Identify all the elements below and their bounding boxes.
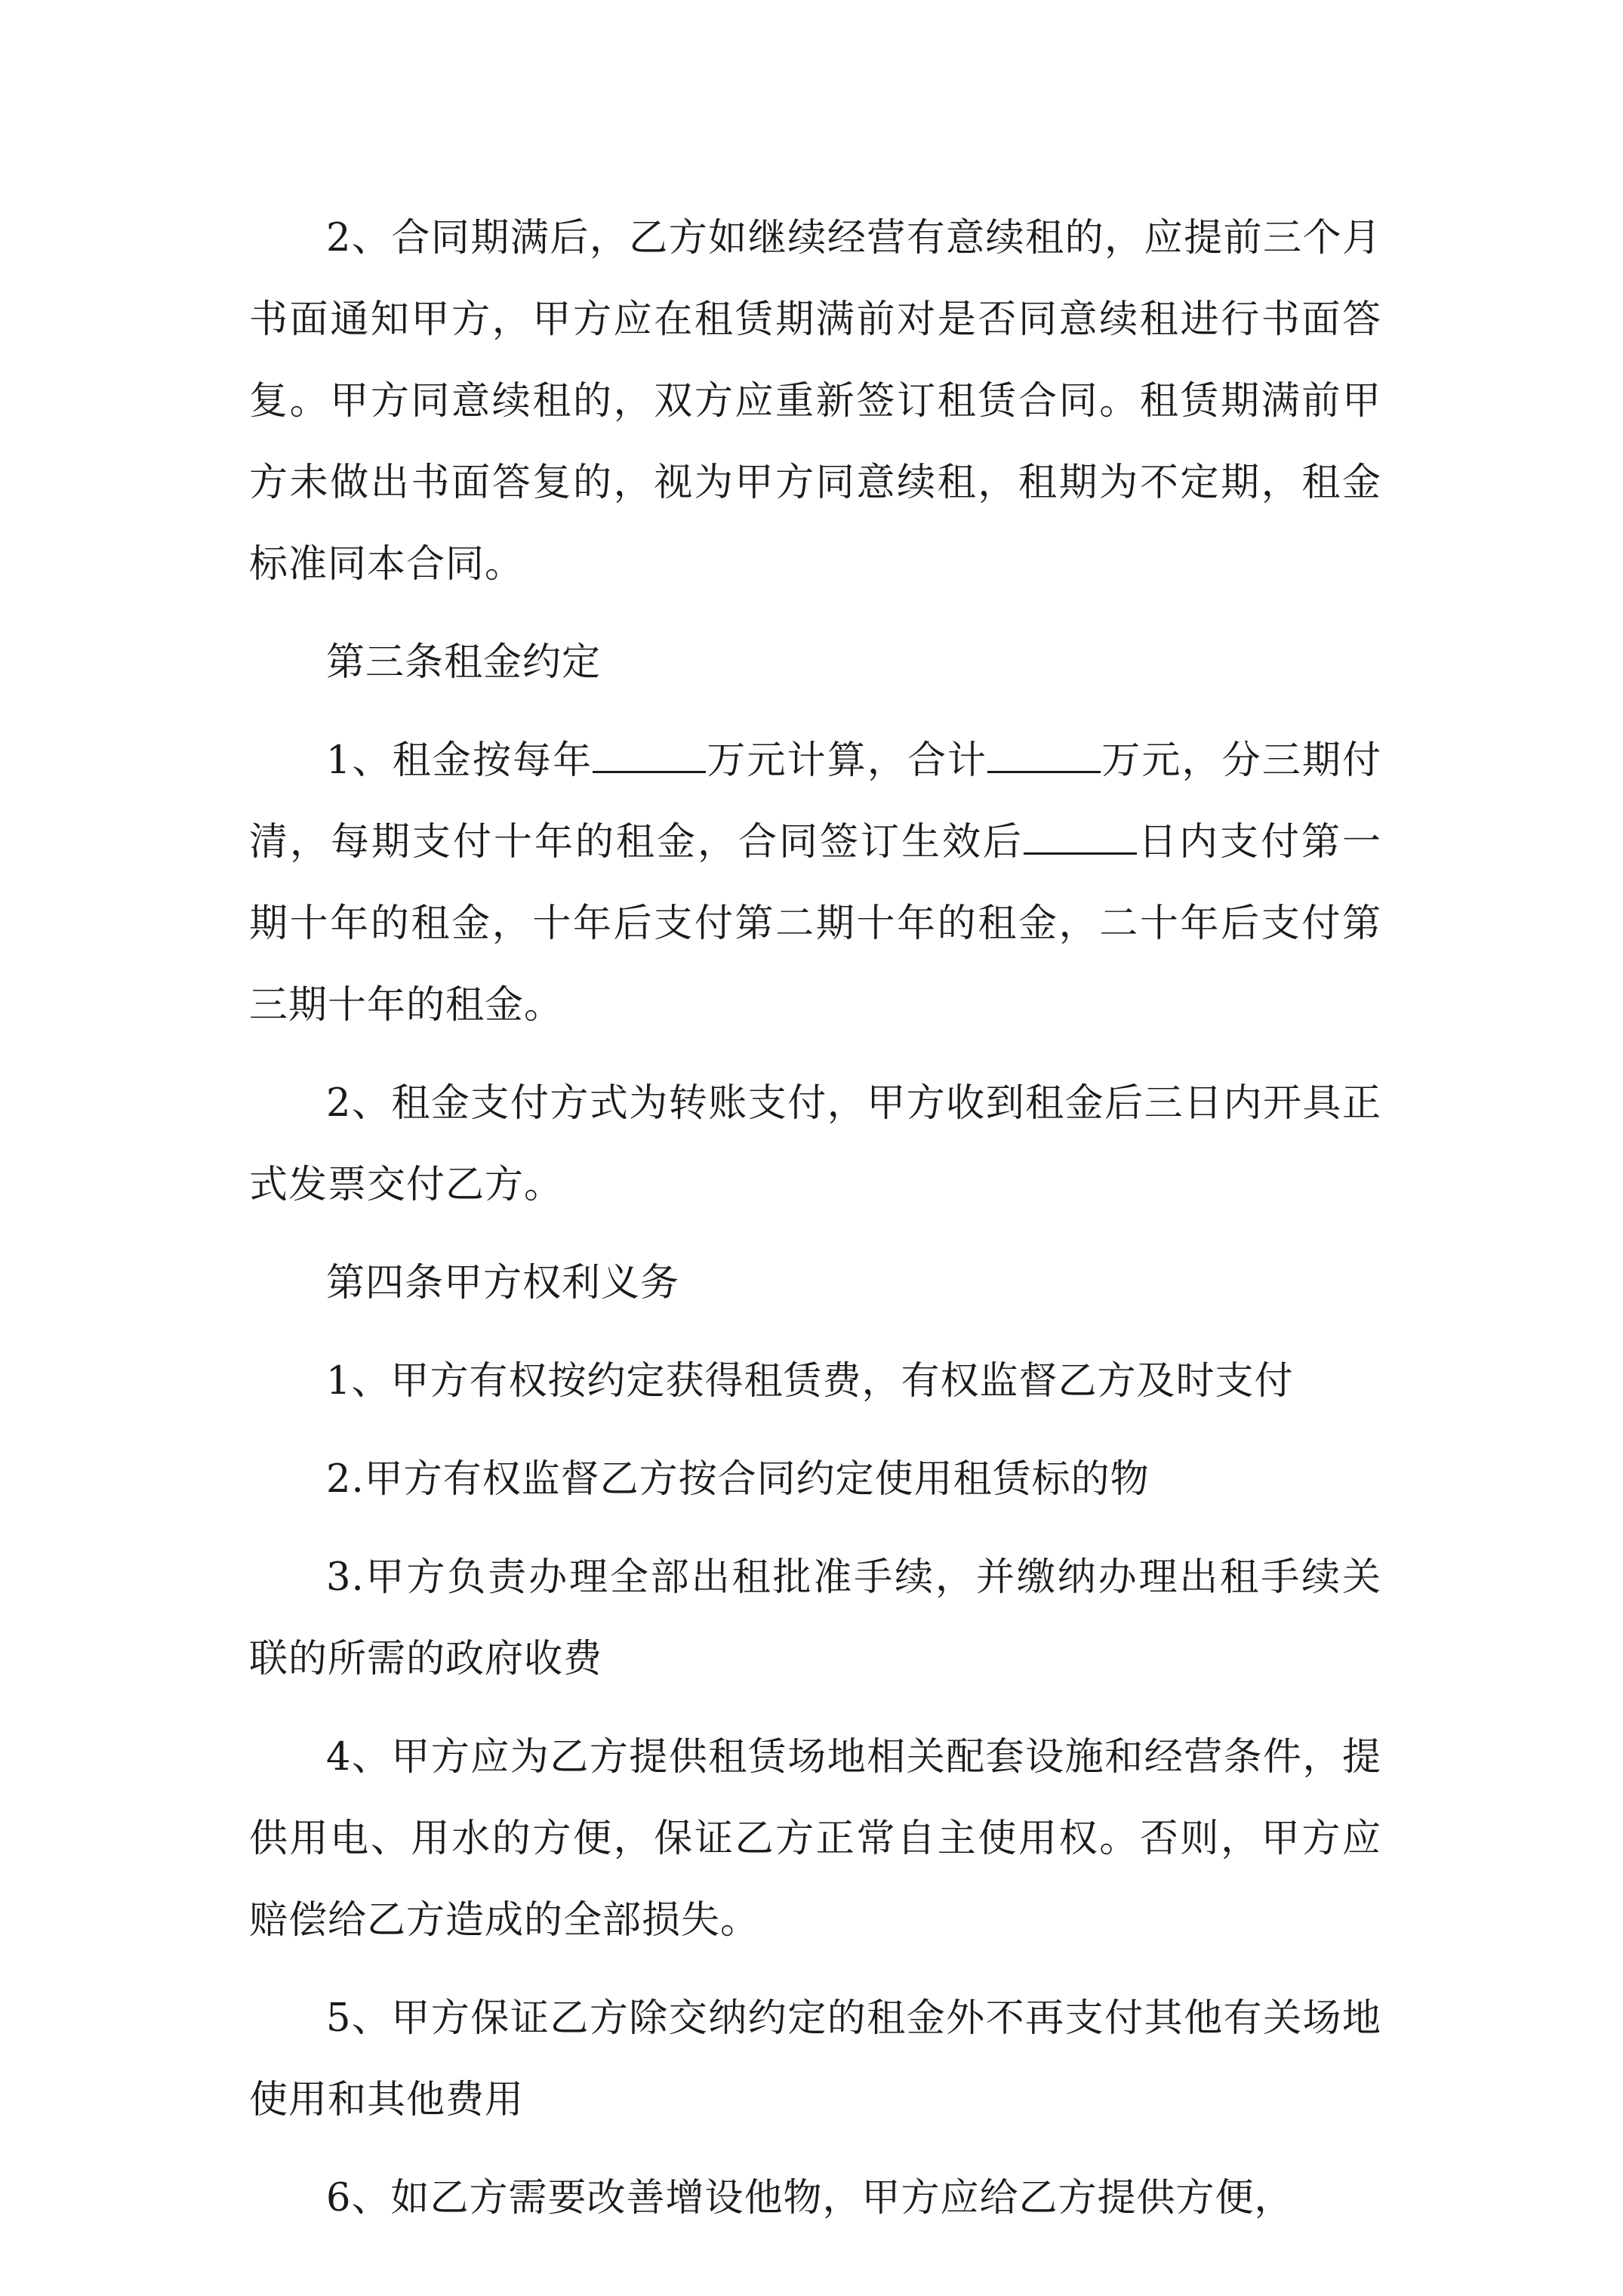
paragraph-party-a-right-1: 1、甲方有权按约定获得租赁费，有权监督乙方及时支付 xyxy=(326,1359,1294,1404)
paragraph-rent-amount xyxy=(249,720,1381,1046)
paragraph-party-a-duty-6: 6、如乙方需要改善增设他物，甲方应给乙方提供方便， xyxy=(326,2176,1294,2220)
blank-days[interactable] xyxy=(1024,818,1137,855)
rent-text-4: 日内支付第一期十年的租金，十年后支付第二期十年的租金，二十年后支付第三期十年的租金。 xyxy=(249,820,1381,1028)
blank-total-rent[interactable] xyxy=(987,736,1101,773)
rent-text-2: 万元计算，合计 xyxy=(706,738,988,783)
paragraph-renewal: 2、合同期满后，乙方如继续经营有意续租的，应提前三个月书面通知甲方，甲方应在租赁期满前对是否同意续租进行书面答复。甲方同意续租的，双方应重新签订租赁合同。租赁期满前甲方未做出书面答复的，视为甲方同意续租，租期为不定期，租金标准同本合同。 xyxy=(249,216,1381,587)
paragraph-party-a-right-2: 2.甲方有权监督乙方按合同约定使用租赁标的物 xyxy=(326,1457,1150,1502)
paragraph-party-a-duty-5: 5、甲方保证乙方除交纳约定的租金外不再支付其他有关场地使用和其他费用 xyxy=(249,1996,1381,2122)
rent-text-3: 万元，分三期付清，每期支付十年的租金，合同签订生效后 xyxy=(249,738,1381,864)
document-body xyxy=(249,198,1381,2239)
paragraph-party-a-duty-4: 4、甲方应为乙方提供租赁场地相关配套设施和经营条件，提供用电、用水的方便，保证乙方正常自主使用权。否则，甲方应赔偿给乙方造成的全部损失。 xyxy=(249,1735,1381,1943)
article-3-heading: 第三条租金约定 xyxy=(326,640,602,685)
paragraph-party-a-duty-3: 3.甲方负责办理全部出租批准手续，并缴纳办理出租手续关联的所需的政府收费 xyxy=(249,1555,1381,1681)
blank-annual-rent[interactable] xyxy=(593,736,706,773)
article-4-heading: 第四条甲方权利义务 xyxy=(326,1261,680,1305)
paragraph-payment-method: 2、租金支付方式为转账支付，甲方收到租金后三日内开具正式发票交付乙方。 xyxy=(249,1081,1381,1207)
rent-text-1: 1、租金按每年 xyxy=(326,738,593,783)
